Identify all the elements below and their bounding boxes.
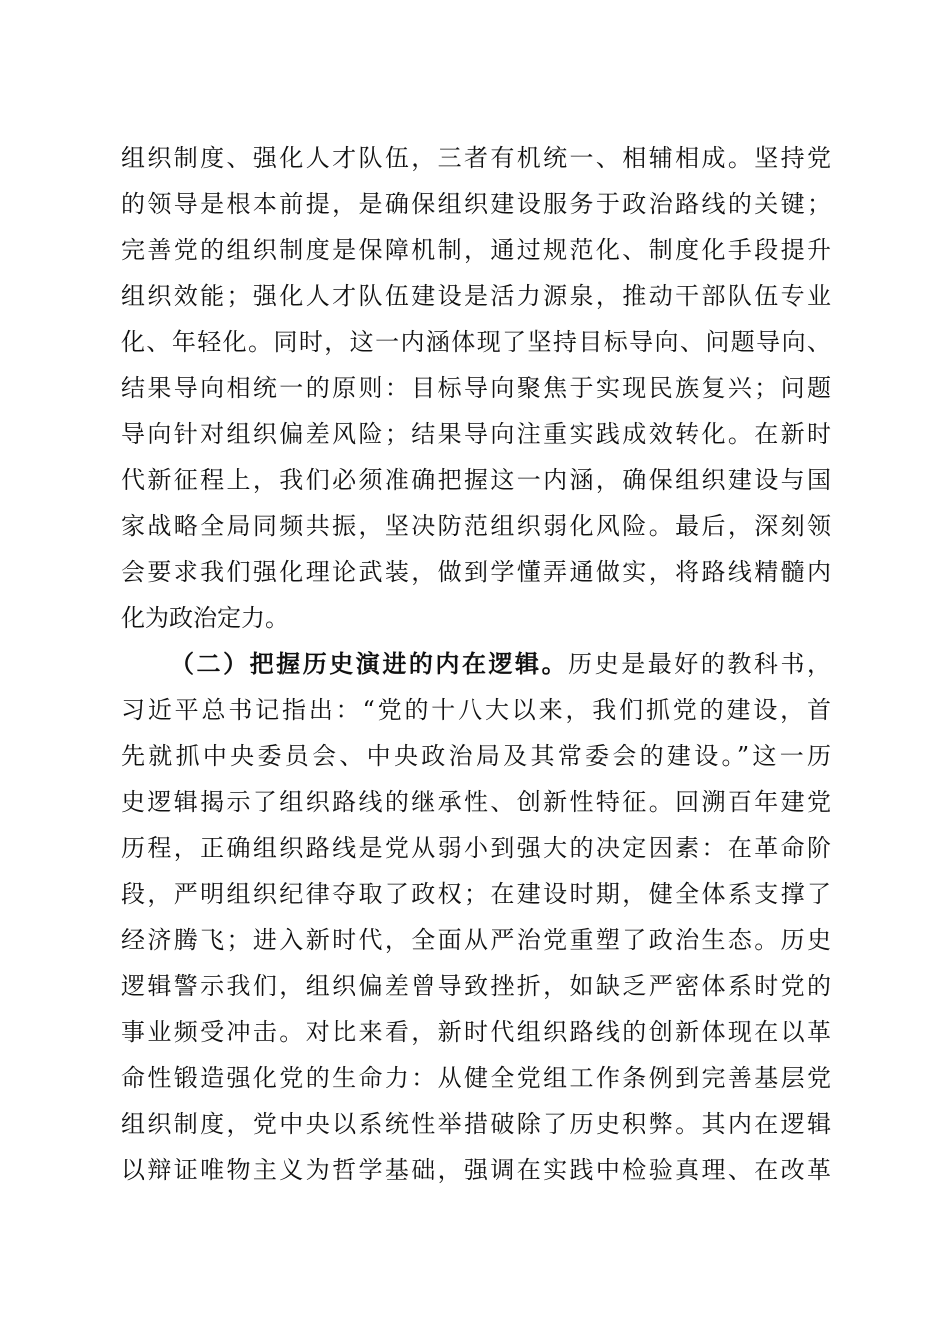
text-line: 事业频受冲击。对比来看，新时代组织路线的创新体现在以革 (121, 1018, 831, 1046)
text-line: 经济腾飞；进入新时代，全面从严治党重塑了政治生态。历史 (121, 926, 831, 954)
text-line: 历程，正确组织路线是党从弱小到强大的决定因素：在革命阶 (121, 834, 831, 862)
text-line: 化、年轻化。同时，这一内涵体现了坚持目标导向、问题导向、 (121, 328, 831, 356)
text-line: 导向针对组织偏差风险；结果导向注重实践成效转化。在新时 (121, 420, 831, 448)
text-line: 组织效能；强化人才队伍建设是活力源泉，推动干部队伍专业 (121, 282, 831, 310)
section-heading: （二）把握历史演进的内在逻辑。 (170, 649, 569, 678)
text-line: 先就抓中央委员会、中央政治局及其常委会的建设。”这一历 (121, 742, 831, 770)
text-line: 会要求我们强化理论武装，做到学懂弄通做实，将路线精髓内 (121, 558, 831, 586)
text-line: 结果导向相统一的原则：目标导向聚焦于实现民族复兴；问题 (121, 374, 831, 402)
text-line: 以辩证唯物主义为哲学基础，强调在实践中检验真理、在改革 (121, 1156, 831, 1184)
text-line: 命性锻造强化党的生命力：从健全党组工作条例到完善基层党 (121, 1064, 831, 1092)
text-line: 段，严明组织纪律夺取了政权；在建设时期，健全体系支撑了 (121, 880, 831, 908)
text-line: 代新征程上，我们必须准确把握这一内涵，确保组织建设与国 (121, 466, 831, 494)
text-line: 逻辑警示我们，组织偏差曾导致挫折，如缺乏严密体系时党的 (121, 972, 831, 1000)
text-line: 化为政治定力。 (121, 604, 289, 632)
text-line: 史逻辑揭示了组织路线的继承性、创新性特征。回溯百年建党 (121, 788, 831, 816)
heading-line-text: 历史是最好的教科书， (568, 650, 831, 678)
paragraph-2-first-line (170, 644, 831, 684)
text-line: 家战略全局同频共振，坚决防范组织弱化风险。最后，深刻领 (121, 512, 831, 540)
text-line: 习近平总书记指出：“党的十八大以来，我们抓党的建设，首 (121, 696, 831, 724)
text-line: 组织制度，党中央以系统性举措破除了历史积弊。其内在逻辑 (121, 1110, 831, 1138)
text-line: 的领导是根本前提，是确保组织建设服务于政治路线的关键； (121, 190, 831, 218)
text-line: 组织制度、强化人才队伍，三者有机统一、相辅相成。坚持党 (121, 144, 831, 172)
text-line: 完善党的组织制度是保障机制，通过规范化、制度化手段提升 (121, 236, 831, 264)
